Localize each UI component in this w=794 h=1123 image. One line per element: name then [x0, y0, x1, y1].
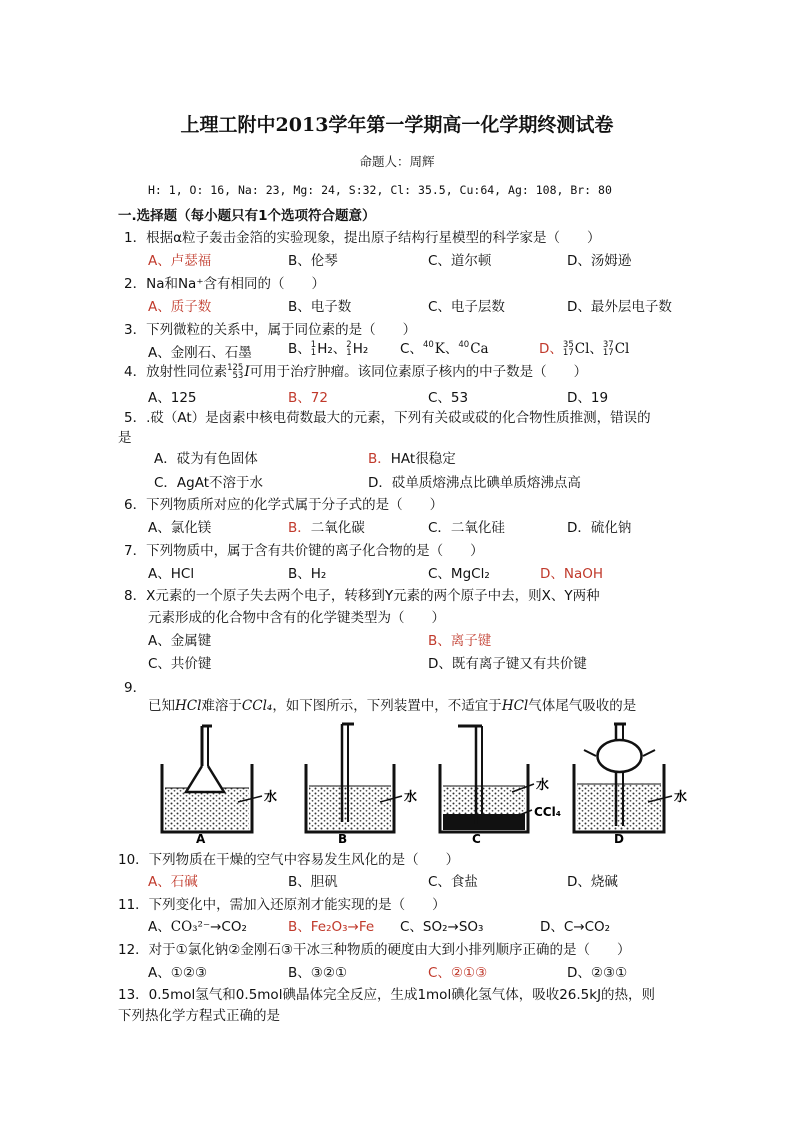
water-label-c: 水: [536, 778, 550, 793]
q11-option-a: A、CO₃²⁻→CO₂: [148, 919, 247, 935]
q7-option-d: D、NaOH: [540, 566, 604, 582]
q11-option-b: B、Fe₂O₃→Fe: [288, 919, 375, 935]
q11-option-d: D、C→CO₂: [540, 919, 611, 935]
beaker-b: [306, 724, 417, 844]
section-heading: 一.选择题（每小题只有1个选项符合题意）: [118, 208, 376, 224]
q2-option-c: C、电子层数: [428, 299, 505, 315]
q12-option-c: C、②①③: [428, 965, 488, 981]
atomic-masses: H: 1, O: 16, Na: 23, Mg: 24, S:32, Cl: 35.5, Cu:64, Ag: 108, Br: 80: [148, 183, 612, 197]
question-13-stem: 13．0.5mol氢气和0.5mol碘晶体完全反应，生成1mol碘化氢气体，吸收26.5kJ的热，则: [118, 987, 656, 1003]
q10-option-c: C、食盐: [428, 874, 478, 890]
question-8-stem-cont: 元素形成的化合物中含有的化学键类型为（ ）: [148, 610, 445, 626]
q5-option-b: B．HAt很稳定: [368, 451, 456, 467]
question-13-stem-cont: 下列热化学方程式正确的是: [118, 1008, 280, 1024]
q7-option-b: B、H₂: [288, 566, 327, 582]
q6-option-b: B．二氧化碳: [288, 520, 365, 536]
q3-option-c: C、 40 K、 40 Ca: [400, 340, 489, 357]
q4-option-a: A、125: [148, 390, 197, 406]
q3-option-a: A、金刚石、石墨: [148, 345, 252, 361]
q8-option-d: D、既有离子键又有共价键: [428, 656, 587, 672]
label-c: C: [472, 832, 481, 844]
q5-option-a: A．砹为有色固体: [154, 451, 258, 467]
q5-option-c: C．AgAt不溶于水: [154, 475, 264, 491]
q8-option-c: C、共价键: [148, 656, 212, 672]
label-b: B: [338, 832, 348, 844]
author-line: 命题人：周辉: [359, 154, 435, 169]
question-1-stem: 1．根据α粒子轰击金箔的实验现象，提出原子结构行星模型的科学家是（ ）: [124, 230, 601, 246]
question-5-stem: 5．.砹（At）是卤素中核电荷数最大的元素，下列有关砹或砹的化合物性质推测，错误的: [124, 410, 651, 426]
q10-option-b: B、胆矾: [288, 874, 338, 890]
q2-option-a: A、质子数: [148, 299, 212, 315]
question-3-stem: 3．下列微粒的关系中，属于同位素的是（ ）: [124, 322, 417, 338]
q8-option-b: B、离子键: [428, 633, 492, 649]
q10-option-a: A、石碱: [148, 874, 198, 890]
water-label-d: 水: [674, 790, 688, 805]
q4-option-d: D、19: [567, 390, 609, 406]
q3-option-b: B、 1 1 H₂、 2 1 H₂: [288, 340, 369, 358]
q2-option-d: D、最外层电子数: [567, 299, 672, 315]
q11-option-c: C、SO₂→SO₃: [400, 919, 484, 935]
label-d: D: [614, 832, 624, 844]
beaker-d: [574, 724, 687, 844]
q7-option-c: C、MgCl₂: [428, 566, 490, 582]
question-9-number: 9．: [124, 680, 147, 696]
q1-option-d: D、汤姆逊: [567, 253, 632, 269]
question-8-stem: 8．X元素的一个原子失去两个电子，转移到Y元素的两个原子中去，则X、Y两种: [124, 588, 600, 604]
q12-option-b: B、③②①: [288, 965, 348, 981]
q7-option-a: A、HCl: [148, 566, 195, 582]
question-10-stem: 10．下列物质在干燥的空气中容易发生风化的是（ ）: [118, 852, 460, 868]
q6-option-a: A、氯化镁: [148, 520, 212, 536]
question-12-stem: 12．对于①氯化钠②金刚石③干冰三种物质的硬度由大到小排列顺序正确的是（ ）: [118, 942, 631, 958]
question-5-stem-cont: 是: [118, 430, 132, 446]
water-label-b: 水: [404, 790, 418, 805]
q2-option-b: B、电子数: [288, 299, 352, 315]
question-9-stem: 已知HCl难溶于CCl₄，如下图所示，下列装置中，不适宜于HCl气体尾气吸收的是: [148, 698, 637, 714]
q1-option-a: A、卢瑟福: [148, 253, 212, 269]
q6-option-d: D．硫化钠: [567, 520, 632, 536]
question-2-stem: 2．Na和Na⁺含有相同的（ ）: [124, 276, 325, 292]
beaker-a: [162, 726, 277, 844]
q4-option-b: B、72: [288, 390, 328, 406]
q1-option-c: C、道尔顿: [428, 253, 492, 269]
q5-option-d: D．砹单质熔沸点比碘单质熔沸点高: [368, 475, 581, 491]
q1-option-b: B、伦琴: [288, 253, 338, 269]
q8-option-a: A、金属键: [148, 633, 212, 649]
question-7-stem: 7．下列物质中，属于含有共价键的离子化合物的是（ ）: [124, 543, 484, 559]
question-6-stem: 6．下列物质所对应的化学式属于分子式的是（ ）: [124, 497, 444, 513]
q12-option-d: D、②③①: [567, 965, 628, 981]
q6-option-c: C．二氧化硅: [428, 520, 505, 536]
q12-option-a: A、①②③: [148, 965, 208, 981]
water-label-a: 水: [264, 790, 278, 805]
question-11-stem: 11．下列变化中，需加入还原剂才能实现的是（ ）: [118, 897, 446, 913]
absorption-apparatus-figure: [158, 722, 698, 844]
q4-option-c: C、53: [428, 390, 469, 406]
label-a: A: [196, 832, 206, 844]
beaker-c: [440, 726, 561, 844]
q3-option-d: D、 35 17 Cl、 37 17 Cl: [539, 340, 630, 358]
question-4-stem: 4．放射性同位素 125 53 I可用于治疗肿瘤。该同位素原子核内的中子数是（ ）: [124, 363, 588, 381]
ccl4-label: CCl₄: [534, 805, 561, 819]
page-title: 上理工附中2013学年第一学期高一化学期终测试卷: [180, 114, 614, 136]
q10-option-d: D、烧碱: [567, 874, 618, 890]
